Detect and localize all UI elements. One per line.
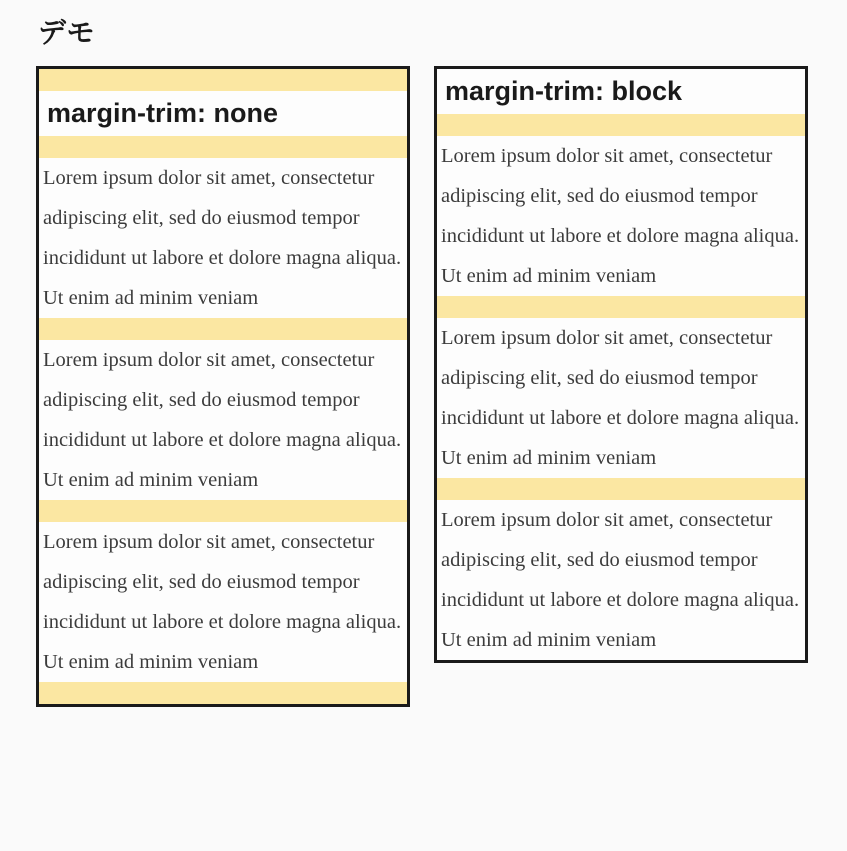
margin-band-between-2 xyxy=(437,478,805,500)
margin-band-leading xyxy=(39,69,407,91)
margin-band-between-1 xyxy=(437,296,805,318)
demo-box-block-content xyxy=(437,75,805,109)
margin-band-trailing xyxy=(39,682,407,704)
demo-paragraph: Lorem ipsum dolor sit amet, consectetur adipiscing elit, sed do eiusmod tempor incididunt ut labore et dolore magna aliqua. Ut enim ad minim veniam xyxy=(43,349,402,492)
demo-paragraph: Lorem ipsum dolor sit amet, consectetur adipiscing elit, sed do eiusmod tempor incididunt ut labore et dolore magna aliqua. Ut enim ad minim veniam xyxy=(43,531,402,674)
demo-paragraph: Lorem ipsum dolor sit amet, consectetur adipiscing elit, sed do eiusmod tempor incididunt ut labore et dolore magna aliqua. Ut enim ad minim veniam xyxy=(441,509,800,652)
demo-box-margin-trim-none xyxy=(36,66,410,708)
demo-box-margin-trim-block xyxy=(434,66,808,664)
margin-band-between-2 xyxy=(39,500,407,522)
margin-band-after-heading xyxy=(437,114,805,136)
demo-paragraph: Lorem ipsum dolor sit amet, consectetur adipiscing elit, sed do eiusmod tempor incididunt ut labore et dolore magna aliqua. Ut enim ad minim veniam xyxy=(441,145,800,288)
demo-box-none-content xyxy=(39,97,407,131)
demo-paragraph: Lorem ipsum dolor sit amet, consectetur adipiscing elit, sed do eiusmod tempor incididunt ut labore et dolore magna aliqua. Ut enim ad minim veniam xyxy=(441,327,800,470)
demo-heading-block: margin-trim: block xyxy=(445,75,683,106)
margin-band-after-heading xyxy=(39,136,407,158)
demo-paragraph: Lorem ipsum dolor sit amet, consectetur adipiscing elit, sed do eiusmod tempor incididunt ut labore et dolore magna aliqua. Ut enim ad minim veniam xyxy=(43,167,402,310)
demo-heading-none: margin-trim: none xyxy=(47,97,279,128)
demo-columns xyxy=(36,66,811,708)
page-title: デモ xyxy=(38,17,96,48)
margin-band-between-1 xyxy=(39,318,407,340)
